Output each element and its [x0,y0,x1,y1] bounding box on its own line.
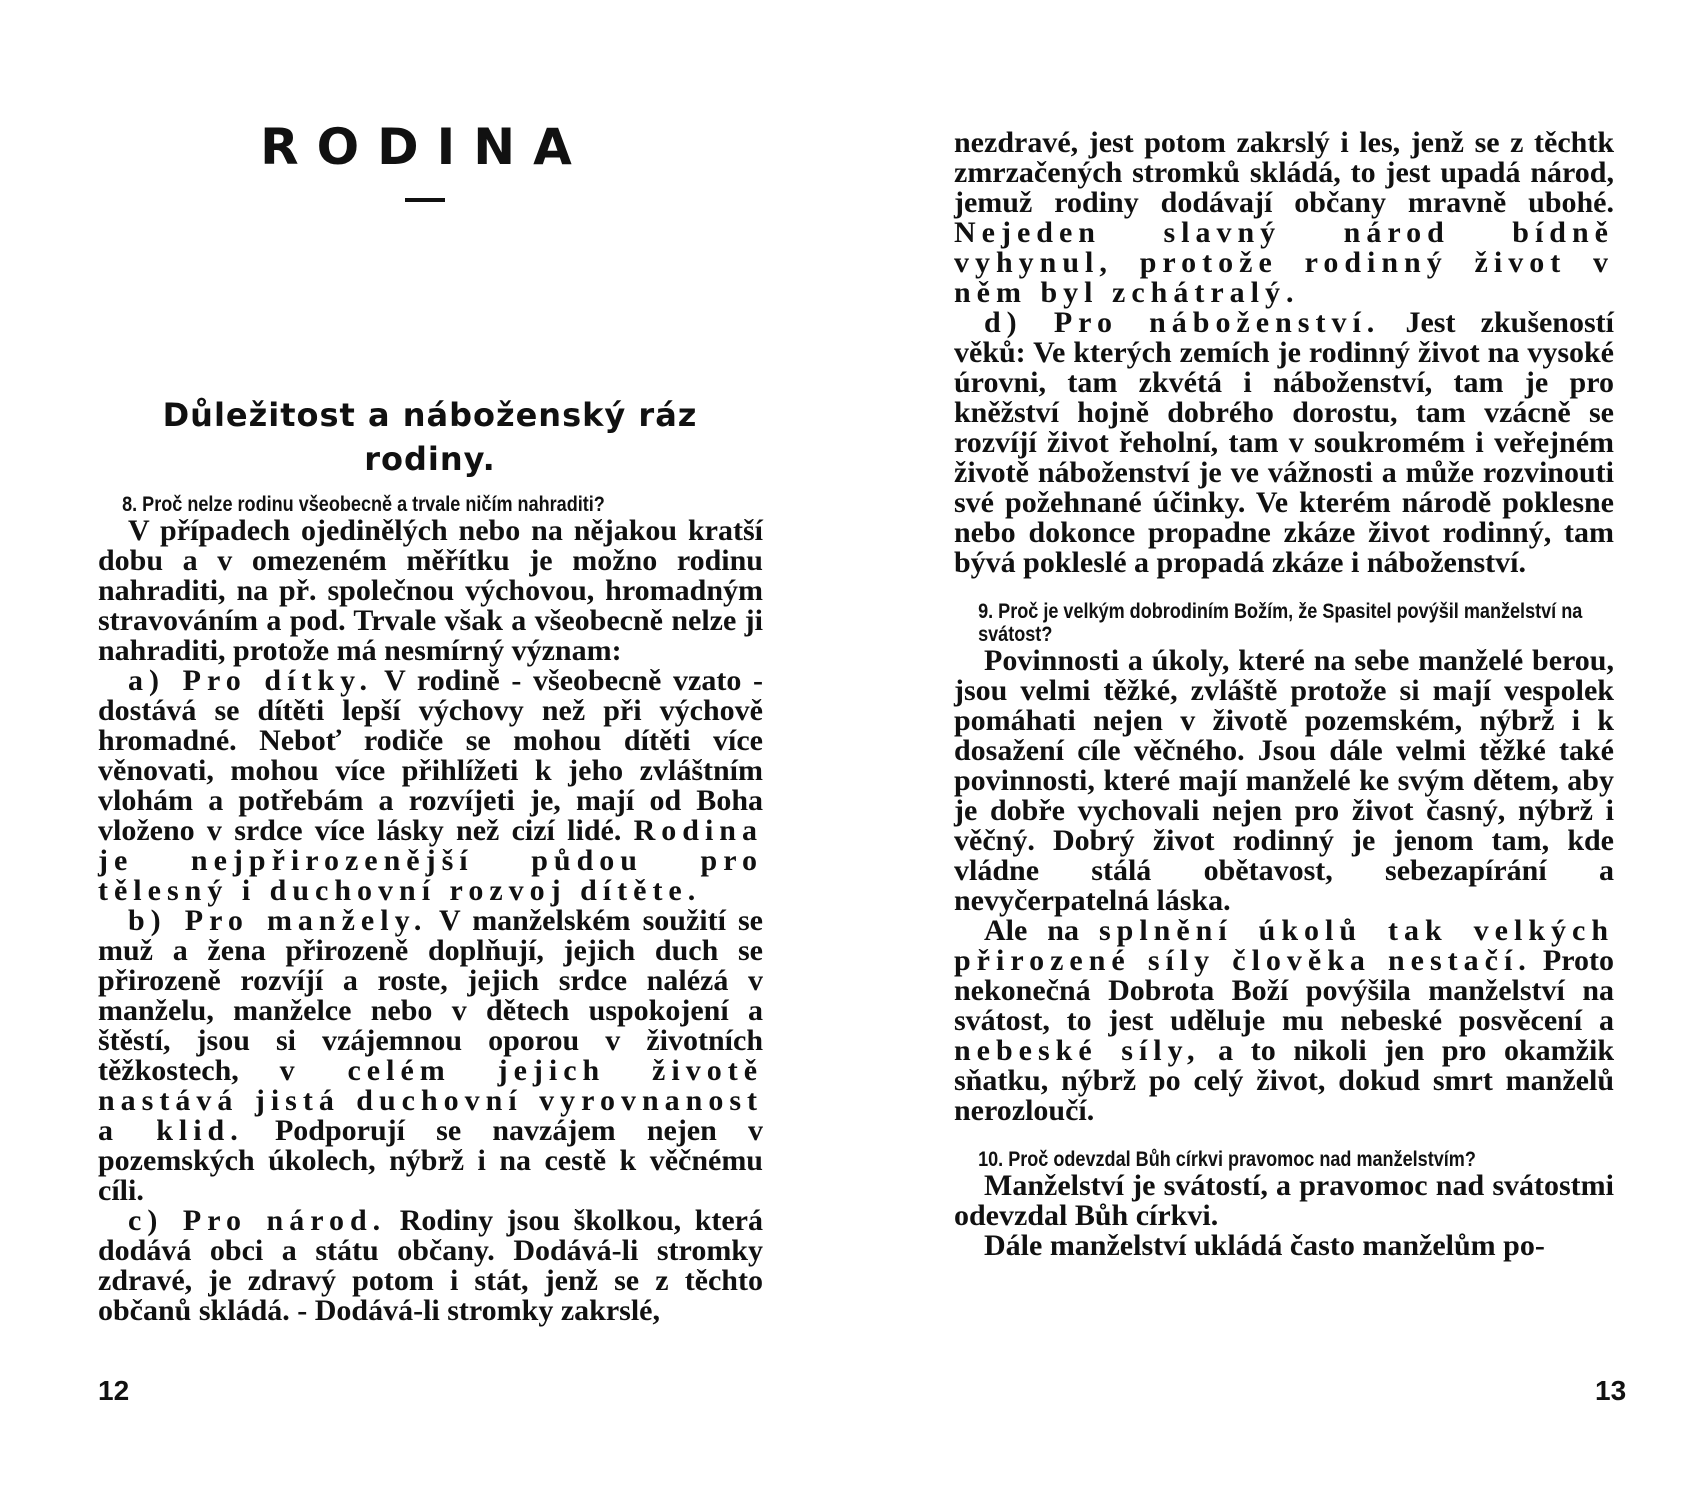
point-b-text-2: Podporují se navzájem nejen v pozemských úkolech, nýbrž i na cestě k věčnému cíli. [98,1114,764,1207]
left-text-block [98,493,763,1326]
right-page [846,0,1692,1500]
q9-p2-c: a to nikoli jen pro okamžik sňatku, nýbrž po celý život, dokud smrt manželů nerozloučí. [954,1034,1615,1127]
q10-paragraph-1: Manželství je svátostí, a pravomoc nad svátostmi odevzdal Bůh církvi. [954,1169,1614,1232]
title-rule [405,198,445,202]
point-b-emphasis: v celém jejich životě nastává jistá duchovní vyrovnanost a klid. [98,1054,764,1147]
point-b-label: b) Pro manžely. [128,904,428,937]
page-number-left: 12 [98,1375,130,1406]
q9-paragraph-2 [954,916,1614,1126]
question-10: 10. Proč odevzdal Bůh církvi pravomoc nad manželstvím? [978,1148,1476,1171]
point-d-text: Jest zkušeností věků: Ve kterých zemích je rodinný život na vysoké úrovni, tam zkvétá i náboženství, tam je pro kněžství hojně dobrého dorostu, tam vzácně se rozvíjí život řeholní, tam v soukromém i veřejném životě náboženství je ve vážnosti a může rozvinouti své požehnané účinky. Ve kterém národě poklesne nebo dokonce propadne zkáze život rodinný, tam bývá pokleslé a propadá zkáze i náboženství. [954,306,1614,579]
q8-intro: V případech ojedinělých nebo na nějakou kratší dobu a v omezeném měřítku je možno rodinu nahraditi, na př. společnou výchovou, hromadným stravováním a pod. Trvale však a všeobecně nelze ji nahraditi, protože má nesmírný význam: [98,514,763,667]
q9-paragraph-1: Povinnosti a úkoly, které na sebe manželé berou, jsou velmi těžké, zvláště protože si mají vespolek pomáhati nejen v životě pozemském, nýbrž i k dosažení cíle věčného. Jsou dále velmi těžké také povinnosti, které mají manželé ke svým dětem, aby je dobře vychovali nejen pro život časný, nýbrž i věčný. Dobrý život rodinný je jenom tam, kde vládne stálá obětavost, sebezapírání a nevyčerpatelná láska. [954,644,1614,917]
point-c-emphasis: Nejeden slavný národ bídně vyhynul, protože rodinný život v něm byl zchátralý. [954,216,1614,309]
point-c-continuation-text: nezdravé, jest potom zakrslý i les, jenž se z těchtk zmrzačených stromků skládá, to jest upadá národ, jemuž rodiny dodávají občany mravně ubohé. [954,126,1614,219]
point-c-continuation [954,128,1614,308]
question-9: 9. Proč je velkým dobrodiním Božím, že Spasitel povýšil manželství na svátost? [978,600,1583,646]
q9-p2-emphasis-2: nebeské síly, [954,1034,1201,1067]
section-heading: Důležitost a náboženský ráz rodiny. [162,396,698,478]
question-8: 8. Proč nelze rodinu všeobecně a trvale ničím nahraditi? [122,493,605,516]
point-c-text: Rodiny jsou školkou, která dodává obci a státu občany. Dodává-li stromky zdravé, je zdravý potom i stát, jenž se z těchto občanů skládá. - Dodává-li stromky zakrslé, [98,1204,764,1327]
right-text-block [954,128,1614,1261]
spacer [954,578,1614,600]
q9-p2-b: Proto nekonečná Dobrota Boží povýšila manželství na svátost, to jest uděluje mu nebeské posvěcení a [954,944,1614,1037]
point-a-text: V rodině - všeobecně vzato - dostává se dítěti lepší výchovy než při výchově hromadné. Neboť rodiče se mohou dítěti více věnovati, mohou více přihlížeti k jeho zvláštním vlohám a potřebám a rozvíjeti je, mají od Boha vloženo v srdce více lásky než cizí lidé. [98,664,763,847]
point-a [98,666,763,906]
point-a-emphasis: Rodina je nejpřirozenější půdou pro tělesný i duchovní rozvoj dítěte. [98,814,763,907]
spacer [954,1126,1614,1148]
page-number-right: 13 [1595,1375,1627,1406]
q10-paragraph-2: Dále manželství ukládá často manželům po- [984,1229,1545,1262]
q9-p2-a: Ale na [984,914,1079,947]
point-a-label: a) Pro dítky. [128,664,373,697]
chapter-title: RODINA [260,118,590,176]
point-d [954,308,1614,578]
point-c [98,1206,763,1326]
point-d-label: d) Pro náboženství. [984,306,1381,339]
point-c-label: c) Pro národ. [128,1204,387,1237]
point-b [98,906,763,1206]
point-b-text: V manželském soužití se muž a žena přirozeně doplňují, jejich duch se přirozeně rozvíjí a roste, jejich srdce nalézá v manželu, manželce nebo v dětech uspokojení a štěstí, jsou si vzájemnou oporou v životních těžkostech, [98,904,763,1087]
q9-p2-emphasis-1: splnění úkolů tak velkých přirozené síly člověka nestačí. [954,914,1615,977]
